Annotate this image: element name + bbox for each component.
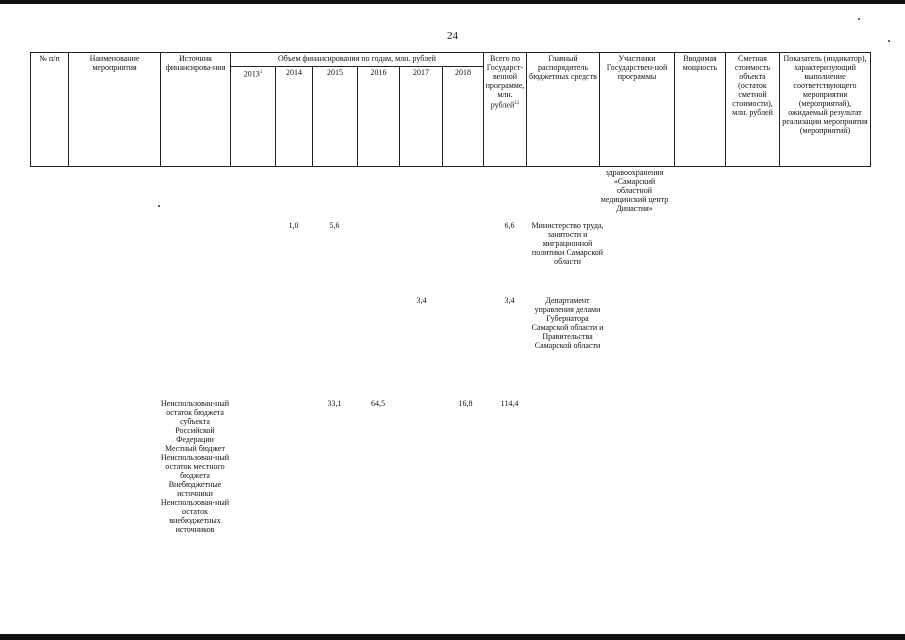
value-2015: 33,1 — [327, 399, 342, 408]
header-name: Наименование мероприятия — [69, 53, 161, 167]
header-year: 2017 — [400, 67, 443, 167]
manager-cell: Министерство труда, занятости и миграционной политики Самарской области — [531, 221, 604, 266]
header-year: 2013$^1$ — [231, 67, 276, 167]
header-year: 2018 — [443, 67, 484, 167]
header-num: № п/п — [31, 53, 69, 167]
value-total: 114,4 — [500, 399, 519, 408]
top-border — [0, 0, 905, 4]
bottom-border — [0, 634, 905, 640]
header-manager: Главный распорядитель бюджетных средств — [527, 53, 600, 167]
value-2014: 1,0 — [288, 221, 299, 230]
header-year: 2015 — [313, 67, 358, 167]
scan-speck — [158, 205, 160, 207]
value-2015: 5,6 — [329, 221, 340, 230]
header-year: 2016 — [358, 67, 400, 167]
header-estimate: Сметная стоимость объекта (остаток сметной стоимости), млн. рублей — [726, 53, 780, 167]
header-funding: Объем финансирования по годам, млн. рублей — [231, 53, 484, 67]
page-number: 24 — [447, 30, 458, 42]
value-total: 3,4 — [504, 296, 515, 305]
value-2016: 64,5 — [371, 399, 385, 408]
header-indicator: Показатель (индикатор), характеризующий выполнение соответствующего мероприятия (мероприятий), ожидаемый результат реализации мероприятия (мероприятий) — [780, 53, 871, 167]
header-total: Всего по Государст-венной программе, млн. рублей$^{12}$ — [484, 53, 527, 167]
participant-continuation: здравоохранения «Самарский областной медицинский центр Династия» — [600, 168, 669, 213]
value-2017: 3,4 — [416, 296, 427, 305]
scan-speck — [858, 18, 860, 20]
source-cell: Неиспользован-ный остаток бюджета субъекта Российской Федерации Местный бюджет Неиспользован-ный остаток местного бюджета Внебюджетные источники Неиспользован-ный остаток внебюджетных источников — [160, 399, 230, 534]
header-year: 2014 — [276, 67, 313, 167]
value-2018: 16,8 — [458, 399, 473, 408]
header-capacity: Вводимая мощность — [675, 53, 726, 167]
header-participants: Участники Государствен-ной программы — [600, 53, 675, 167]
header-source: Источник финансирова-ния — [161, 53, 231, 167]
value-total: 6,6 — [504, 221, 515, 230]
manager-cell: Департамент управления делами Губернатора Самарской области и Правительства Самарской области — [531, 296, 604, 350]
header-table — [30, 52, 871, 167]
